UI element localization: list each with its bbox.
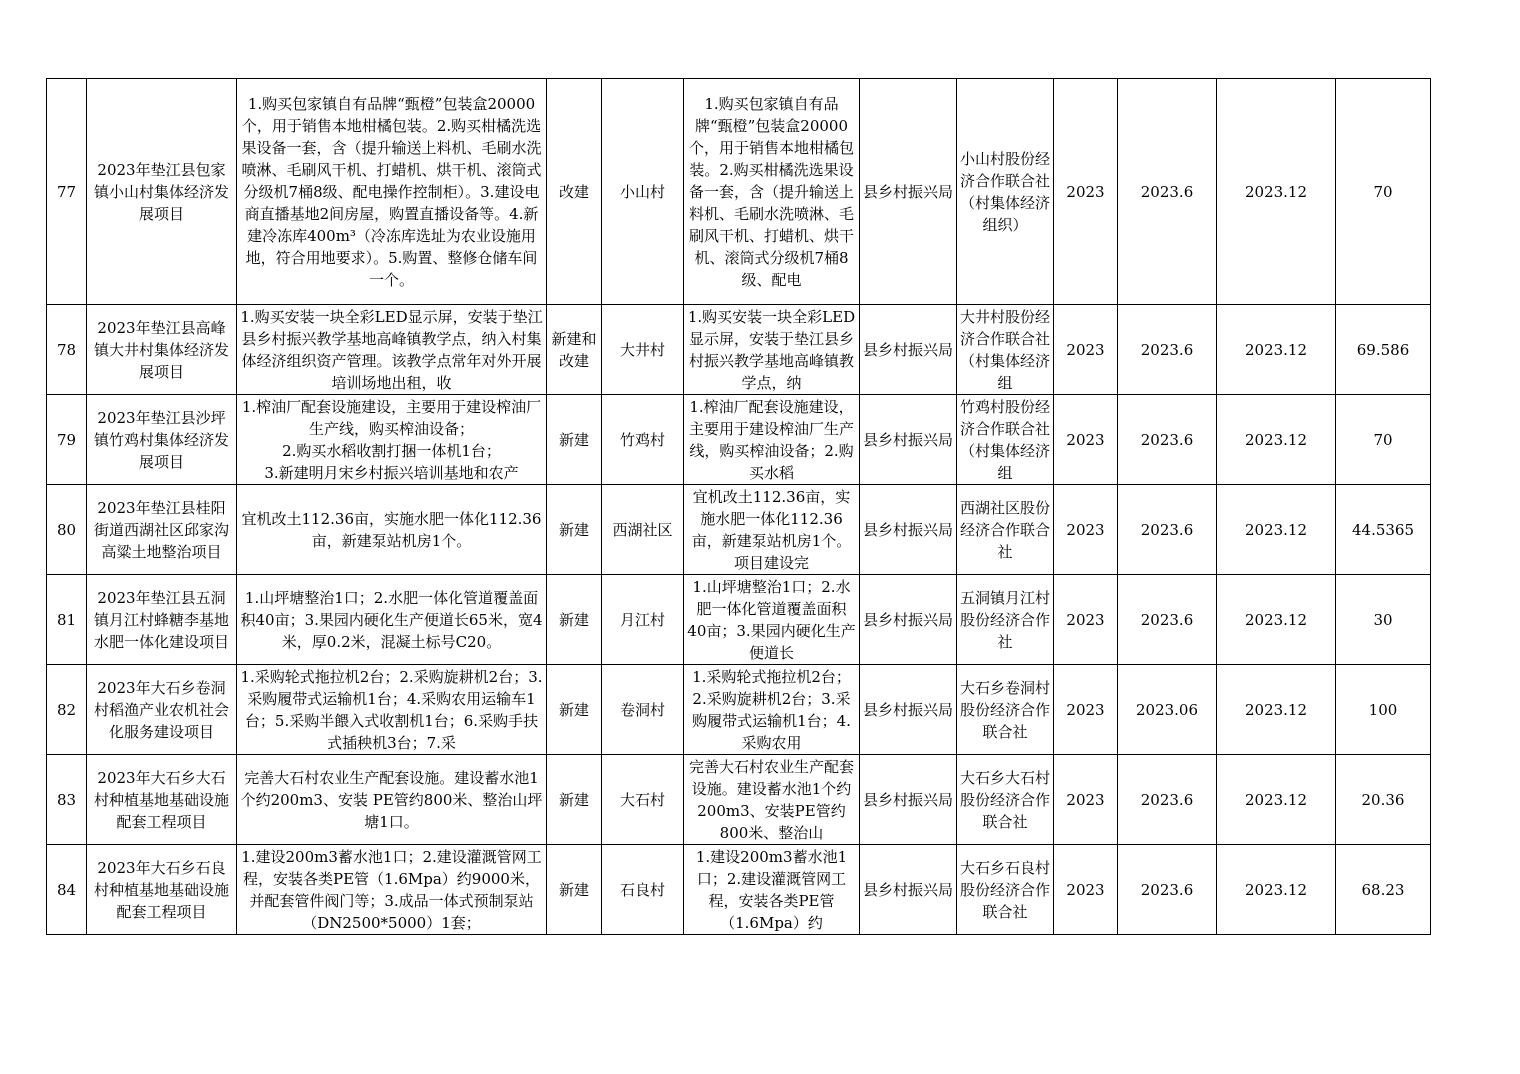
performance-target-cell <box>684 665 860 755</box>
table-row <box>47 575 1431 665</box>
fund-amount: 69.586 <box>1356 340 1410 359</box>
project-name: 2023年垫江县桂阳街道西湖社区邱家沟高粱土地整治项目 <box>93 498 229 561</box>
project-content: 1.购买安装一块全彩LED显示屏，安装于垫江县乡村振兴教学基地高峰镇教学点，纳入村集体经济组织资产管理。该教学点常年对外开展培训场地出租，收 <box>240 307 543 392</box>
project-content: 1.榨油厂配套设施建设，主要用于建设榨油厂生产线，购买榨油设备； 2.购买水稻收割打捆一体机1台； 3.新建明月宋乡村振兴培训基地和农产 <box>241 397 542 482</box>
row-number: 83 <box>56 790 77 809</box>
village-cell <box>602 305 684 395</box>
end-date-cell <box>1217 485 1336 575</box>
year: 2023 <box>1066 790 1105 809</box>
project-owner-cell <box>957 665 1054 755</box>
village: 月江村 <box>619 610 665 629</box>
project-content: 宜机改土112.36亩，实施水肥一体化112.36亩，新建泵站机房1个。 <box>241 509 542 550</box>
start-date-cell <box>1118 79 1217 305</box>
end-date: 2023.12 <box>1244 610 1308 629</box>
responsible-dept-cell <box>860 485 957 575</box>
performance-target-cell <box>684 575 860 665</box>
build-type-cell <box>547 575 602 665</box>
table-row <box>47 665 1431 755</box>
fund-amount: 70 <box>1373 182 1393 201</box>
year: 2023 <box>1066 182 1105 201</box>
row-number-cell <box>47 845 87 935</box>
responsible-dept-cell <box>860 665 957 755</box>
start-date-cell <box>1118 665 1217 755</box>
fund-amount-cell <box>1336 845 1431 935</box>
performance-target-cell <box>684 485 860 575</box>
start-date: 2023.6 <box>1140 182 1194 201</box>
table-row <box>47 485 1431 575</box>
start-date: 2023.06 <box>1135 700 1199 719</box>
project-name: 2023年大石乡大石村种植基地基础设施配套工程项目 <box>93 768 229 831</box>
row-number-cell <box>47 485 87 575</box>
year: 2023 <box>1066 700 1105 719</box>
performance-target-cell <box>684 845 860 935</box>
end-date-cell <box>1217 305 1336 395</box>
end-date-cell <box>1217 575 1336 665</box>
end-date-cell <box>1217 665 1336 755</box>
performance-target: 1.购买安装一块全彩LED显示屏，安装于垫江县乡村振兴教学基地高峰镇教学点，纳 <box>687 307 856 392</box>
year: 2023 <box>1066 430 1105 449</box>
fund-amount-cell <box>1336 485 1431 575</box>
project-content-cell <box>237 755 547 845</box>
village: 卷洞村 <box>619 700 665 719</box>
responsible-dept-cell <box>860 755 957 845</box>
end-date: 2023.12 <box>1244 700 1308 719</box>
project-name: 2023年大石乡石良村种植基地基础设施配套工程项目 <box>93 858 229 921</box>
responsible-dept: 县乡村振兴局 <box>863 700 954 719</box>
performance-target-cell <box>684 395 860 485</box>
fund-amount: 100 <box>1368 700 1398 719</box>
start-date-cell <box>1118 485 1217 575</box>
project-content: 完善大石村农业生产配套设施。建设蓄水池1个约200m3、安装 PE管约800米、整治山坪塘1口。 <box>240 768 543 831</box>
project-owner: 大石乡大石村股份经济合作联合社 <box>960 768 1051 831</box>
responsible-dept-cell <box>860 79 957 305</box>
end-date: 2023.12 <box>1244 790 1308 809</box>
project-content-cell <box>237 665 547 755</box>
end-date-cell <box>1217 845 1336 935</box>
row-number: 84 <box>56 880 77 899</box>
project-owner-cell <box>957 395 1054 485</box>
project-owner: 大石乡卷洞村股份经济合作联合社 <box>960 678 1051 741</box>
project-name-cell <box>87 305 237 395</box>
project-name-cell <box>87 79 237 305</box>
start-date-cell <box>1118 395 1217 485</box>
table-row <box>47 755 1431 845</box>
fund-amount-cell <box>1336 79 1431 305</box>
build-type: 新建 <box>558 610 589 629</box>
performance-target: 1.建设200m3蓄水池1口；2.建设灌溉管网工程，安装各类PE管（1.6Mpa）约 <box>695 847 848 932</box>
build-type-cell <box>547 845 602 935</box>
start-date-cell <box>1118 575 1217 665</box>
build-type: 新建 <box>558 880 589 899</box>
year: 2023 <box>1066 520 1105 539</box>
build-type-cell <box>547 79 602 305</box>
project-content-cell <box>237 395 547 485</box>
project-name-cell <box>87 845 237 935</box>
fund-amount-cell <box>1336 755 1431 845</box>
year-cell <box>1054 79 1118 305</box>
build-type: 新建 <box>558 790 589 809</box>
project-content: 1.采购轮式拖拉机2台；2.采购旋耕机2台；3.采购履带式运输机1台；4.采购农用运输车1台；5.采购半餵入式收割机1台；6.采购手扶式插秧机3台；7.采 <box>240 667 543 752</box>
year-cell <box>1054 755 1118 845</box>
year: 2023 <box>1066 880 1105 899</box>
project-owner: 大井村股份经济合作联合社（村集体经济组 <box>960 307 1051 392</box>
build-type-cell <box>547 665 602 755</box>
project-name: 2023年大石乡卷洞村稻渔产业农机社会化服务建设项目 <box>93 678 229 741</box>
table-row <box>47 305 1431 395</box>
project-owner-cell <box>957 845 1054 935</box>
project-owner-cell <box>957 79 1054 305</box>
row-number-cell <box>47 755 87 845</box>
table-row <box>47 395 1431 485</box>
performance-target-cell <box>684 79 860 305</box>
performance-target: 1.采购轮式拖拉机2台；2.采购旋耕机2台；3.采购履带式运输机1台；4.采购农用 <box>692 667 851 752</box>
year: 2023 <box>1066 340 1105 359</box>
build-type: 改建 <box>558 182 589 201</box>
village-cell <box>602 395 684 485</box>
table-row <box>47 79 1431 305</box>
responsible-dept: 县乡村振兴局 <box>863 340 954 359</box>
project-owner-cell <box>957 575 1054 665</box>
fund-amount: 68.23 <box>1361 880 1405 899</box>
project-content: 1.建设200m3蓄水池1口；2.建设灌溉管网工程，安装各类PE管（1.6Mpa）约9000米，并配套管件阀门等；3.成品一体式预制泵站（DN2500*5000）1套； <box>241 847 542 932</box>
year-cell <box>1054 305 1118 395</box>
start-date: 2023.6 <box>1140 880 1194 899</box>
project-owner-cell <box>957 755 1054 845</box>
project-owner: 小山村股份经济合作联合社（村集体经济组织） <box>960 149 1051 234</box>
row-number-cell <box>47 575 87 665</box>
performance-target-cell <box>684 305 860 395</box>
project-owner-cell <box>957 305 1054 395</box>
responsible-dept: 县乡村振兴局 <box>863 790 954 809</box>
fund-amount: 44.5365 <box>1351 520 1415 539</box>
year-cell <box>1054 575 1118 665</box>
row-number: 78 <box>56 340 77 359</box>
start-date: 2023.6 <box>1140 430 1194 449</box>
project-name-cell <box>87 575 237 665</box>
village: 小山村 <box>619 182 665 201</box>
year: 2023 <box>1066 610 1105 629</box>
project-name-cell <box>87 395 237 485</box>
build-type-cell <box>547 395 602 485</box>
end-date-cell <box>1217 755 1336 845</box>
village: 竹鸡村 <box>619 430 665 449</box>
start-date-cell <box>1118 755 1217 845</box>
responsible-dept: 县乡村振兴局 <box>863 430 954 449</box>
responsible-dept-cell <box>860 395 957 485</box>
project-name-cell <box>87 755 237 845</box>
start-date: 2023.6 <box>1140 790 1194 809</box>
row-number-cell <box>47 305 87 395</box>
fund-amount-cell <box>1336 395 1431 485</box>
end-date: 2023.12 <box>1244 520 1308 539</box>
project-content: 1.山坪塘整治1口；2.水肥一体化管道覆盖面积40亩；3.果园内硬化生产便道长65米，宽4米，厚0.2米，混凝土标号C20。 <box>240 588 543 651</box>
fund-amount: 20.36 <box>1361 790 1405 809</box>
end-date: 2023.12 <box>1244 182 1308 201</box>
fund-amount-cell <box>1336 665 1431 755</box>
start-date: 2023.6 <box>1140 340 1194 359</box>
project-content-cell <box>237 575 547 665</box>
village: 西湖社区 <box>612 520 673 539</box>
end-date: 2023.12 <box>1244 340 1308 359</box>
fund-amount-cell <box>1336 305 1431 395</box>
responsible-dept-cell <box>860 305 957 395</box>
row-number: 81 <box>56 610 77 629</box>
year-cell <box>1054 665 1118 755</box>
village: 大井村 <box>619 340 665 359</box>
responsible-dept-cell <box>860 575 957 665</box>
village: 大石村 <box>619 790 665 809</box>
build-type-cell <box>547 755 602 845</box>
year-cell <box>1054 845 1118 935</box>
project-name: 2023年垫江县高峰镇大井村集体经济发展项目 <box>93 318 229 381</box>
performance-target: 完善大石村农业生产配套设施。建设蓄水池1个约200m3、安装PE管约800米、整治山 <box>688 757 854 842</box>
village-cell <box>602 485 684 575</box>
build-type: 新建 <box>558 520 589 539</box>
start-date-cell <box>1118 845 1217 935</box>
performance-target: 1.购买包家镇自有品牌“甄橙”包装盒20000个，用于销售本地柑橘包装。2.购买柑橘洗选果设备一套，含（提升输送上料机、毛刷水洗喷淋、毛刷风干机、打蜡机、烘干机、滚筒式分级机7桶8级、配电 <box>688 94 854 289</box>
fund-amount-cell <box>1336 575 1431 665</box>
start-date: 2023.6 <box>1140 520 1194 539</box>
end-date-cell <box>1217 79 1336 305</box>
row-number: 82 <box>56 700 77 719</box>
village-cell <box>602 755 684 845</box>
project-owner: 五洞镇月江村股份经济合作社 <box>960 588 1051 651</box>
performance-target-cell <box>684 755 860 845</box>
village-cell <box>602 665 684 755</box>
end-date-cell <box>1217 395 1336 485</box>
project-content-cell <box>237 485 547 575</box>
project-table <box>46 78 1431 935</box>
build-type-cell <box>547 305 602 395</box>
project-owner: 竹鸡村股份经济合作联合社（村集体经济组 <box>960 397 1051 482</box>
table-row <box>47 845 1431 935</box>
start-date-cell <box>1118 305 1217 395</box>
responsible-dept: 县乡村振兴局 <box>863 880 954 899</box>
project-owner: 大石乡石良村股份经济合作联合社 <box>960 858 1051 921</box>
village: 石良村 <box>619 880 665 899</box>
row-number: 77 <box>56 182 77 201</box>
village-cell <box>602 575 684 665</box>
year-cell <box>1054 485 1118 575</box>
project-name-cell <box>87 485 237 575</box>
responsible-dept: 县乡村振兴局 <box>863 182 954 201</box>
project-name: 2023年垫江县沙坪镇竹鸡村集体经济发展项目 <box>93 408 229 471</box>
performance-target: 宜机改土112.36亩，实施水肥一体化112.36亩，新建泵站机房1个。项目建设完 <box>691 487 852 572</box>
row-number-cell <box>47 79 87 305</box>
project-content-cell <box>237 79 547 305</box>
row-number: 80 <box>56 520 77 539</box>
year-cell <box>1054 395 1118 485</box>
end-date: 2023.12 <box>1244 880 1308 899</box>
build-type: 新建 <box>558 700 589 719</box>
project-name: 2023年垫江县五洞镇月江村蜂糖李基地水肥一体化建设项目 <box>93 588 229 651</box>
build-type: 新建和改建 <box>551 329 597 370</box>
village-cell <box>602 845 684 935</box>
responsible-dept: 县乡村振兴局 <box>863 610 954 629</box>
responsible-dept: 县乡村振兴局 <box>863 520 954 539</box>
project-content: 1.购买包家镇自有品牌“甄橙”包装盒20000个，用于销售本地柑橘包装。2.购买柑橘洗选果设备一套，含（提升输送上料机、毛刷水洗喷淋、毛刷风干机、打蜡机、烘干机、滚筒式分级机7桶8级、配电操作控制柜）。3.建设电商直播基地2间房屋，购置直播设备等。4.新建冷冻库400m³（冷冻库选址为农业设施用地，符合用地要求）。5.购置、整修仓储车间一个。 <box>241 94 542 289</box>
project-content-cell <box>237 305 547 395</box>
build-type-cell <box>547 485 602 575</box>
project-name: 2023年垫江县包家镇小山村集体经济发展项目 <box>93 160 229 223</box>
project-owner: 西湖社区股份经济合作联合社 <box>960 498 1051 561</box>
fund-amount: 30 <box>1373 610 1393 629</box>
row-number-cell <box>47 665 87 755</box>
start-date: 2023.6 <box>1140 610 1194 629</box>
performance-target: 1.榨油厂配套设施建设，主要用于建设榨油厂生产线，购买榨油设备；2.购买水稻 <box>688 397 854 482</box>
village-cell <box>602 79 684 305</box>
row-number-cell <box>47 395 87 485</box>
project-owner-cell <box>957 485 1054 575</box>
row-number: 79 <box>56 430 77 449</box>
fund-amount: 70 <box>1373 430 1393 449</box>
project-name-cell <box>87 665 237 755</box>
end-date: 2023.12 <box>1244 430 1308 449</box>
responsible-dept-cell <box>860 845 957 935</box>
build-type: 新建 <box>558 430 589 449</box>
performance-target: 1.山坪塘整治1口；2.水肥一体化管道覆盖面积40亩；3.果园内硬化生产便道长 <box>687 577 856 662</box>
project-content-cell <box>237 845 547 935</box>
